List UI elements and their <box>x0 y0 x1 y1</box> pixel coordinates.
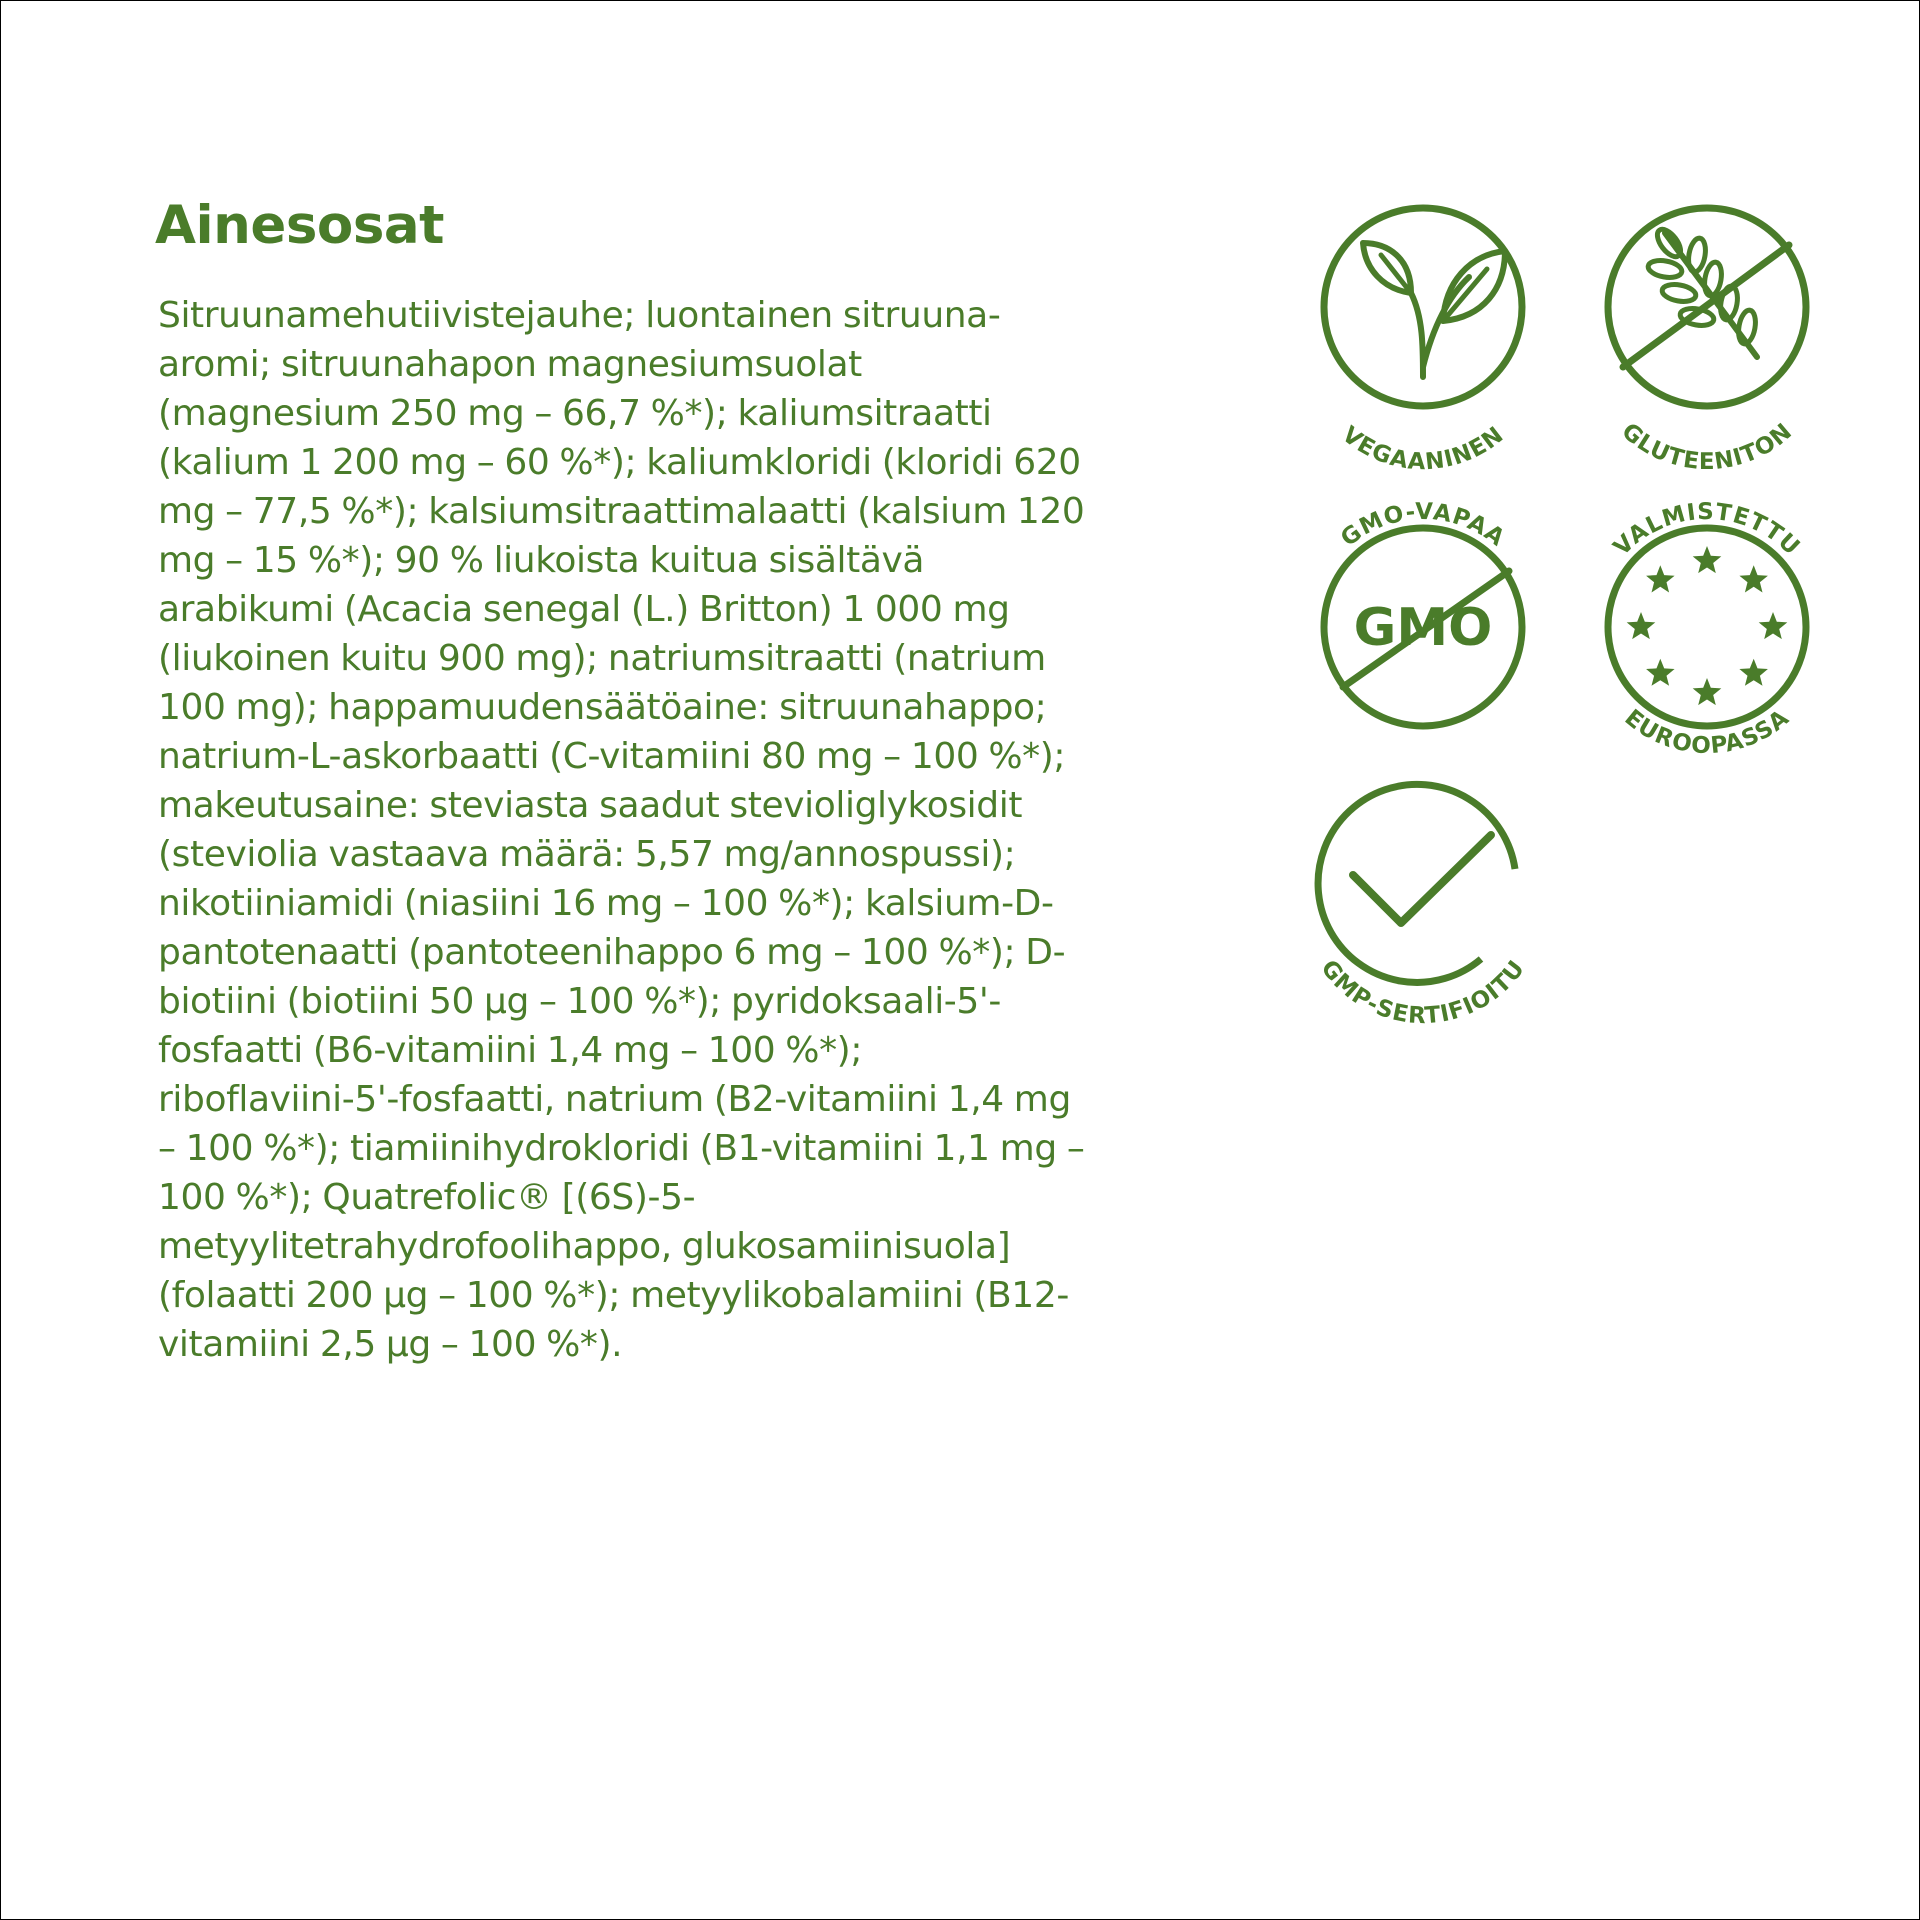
gmo-inner-text: GMO <box>1353 598 1493 658</box>
gmo-crossed-icon <box>1273 481 1573 781</box>
star-icon <box>1693 678 1722 705</box>
ingredients-line: 100 mg); happamuudensäätöaine: sitruunahappo; <box>158 687 1047 728</box>
gluten-free-label: GLUTEENITON <box>1616 418 1798 476</box>
ingredients-line: aromi; sitruunahapon magnesiumsuolat <box>158 344 862 385</box>
ingredients-line: metyylitetrahydrofoolihappo, glukosamiinisuola] <box>158 1226 1011 1267</box>
star-icon <box>1646 565 1675 592</box>
ingredients-line: (liukoinen kuitu 900 mg); natriumsitraatti (natrium <box>158 638 1046 679</box>
vegan-label: VEGAANINEN <box>1336 421 1510 476</box>
ingredients-line: (steviolia vastaava määrä: 5,57 mg/annospussi); <box>158 834 1016 875</box>
gluten-free-badge <box>1557 197 1857 497</box>
ingredients-line: Sitruunamehutiivistejauhe; luontainen sitruuna- <box>158 295 1001 336</box>
star-icon <box>1759 612 1788 639</box>
made-in-europe-label-top: VALMISTETTU <box>1608 498 1806 561</box>
ingredients-line: 100 %*); Quatrefolic® [(6S)-5- <box>158 1177 696 1218</box>
wheat-crossed-icon <box>1557 197 1857 497</box>
gmo-free-label: GMO-VAPAA <box>1336 498 1510 552</box>
star-icon <box>1693 546 1722 573</box>
made-in-europe-label-bottom: EUROOPASSA <box>1619 704 1795 760</box>
star-icon <box>1739 659 1768 686</box>
star-icon <box>1627 612 1656 639</box>
ingredients-line: mg – 77,5 %*); kalsiumsitraattimalaatti (kalsium 120 <box>158 491 1085 532</box>
made-in-europe-badge <box>1557 481 1857 781</box>
ingredients-line: (kalium 1 200 mg – 60 %*); kaliumkloridi (kloridi 620 <box>158 442 1081 483</box>
ingredients-line: vitamiini 2,5 µg – 100 %*). <box>158 1324 623 1365</box>
ingredients-line: nikotiiniamidi (niasiini 16 mg – 100 %*); kalsium-D- <box>158 883 1054 924</box>
ingredients-line: mg – 15 %*); 90 % liukoista kuitua sisältävä <box>158 540 925 581</box>
ingredients-line: (folaatti 200 µg – 100 %*); metyylikobalamiini (B12- <box>158 1275 1069 1316</box>
leaf-icon <box>1273 197 1573 497</box>
ingredients-line: riboflaviini-5'-fosfaatti, natrium (B2-vitamiini 1,4 mg <box>158 1079 1071 1120</box>
ingredients-line: – 100 %*); tiamiinihydrokloridi (B1-vitamiini 1,1 mg – <box>158 1128 1085 1169</box>
ingredients-line: (magnesium 250 mg – 66,7 %*); kaliumsitraatti <box>158 393 992 434</box>
gmp-badge <box>1273 791 1573 1091</box>
ingredients-line: natrium-L-askorbaatti (C-vitamiini 80 mg – 100 %*); <box>158 736 1066 777</box>
ingredients-title: Ainesosat <box>155 195 444 256</box>
gmo-free-badge <box>1273 481 1573 781</box>
gmp-label: GMP-SERTIFIOITU <box>1315 955 1531 1030</box>
ingredients-line: makeutusaine: steviasta saadut stevioliglykosidit <box>158 785 1023 826</box>
ingredients-line: arabikumi (Acacia senegal (L.) Britton) 1 000 mg <box>158 589 1010 630</box>
ingredients-line: biotiini (biotiini 50 µg – 100 %*); pyridoksaali-5'- <box>158 981 1001 1022</box>
star-icon <box>1739 565 1768 592</box>
checkmark-icon <box>1273 791 1573 1091</box>
eu-stars-icon <box>1557 481 1857 781</box>
ingredients-text <box>158 291 1198 1369</box>
star-icon <box>1646 659 1675 686</box>
ingredients-line: fosfaatti (B6-vitamiini 1,4 mg – 100 %*); <box>158 1030 863 1071</box>
ingredients-line: pantotenaatti (pantoteenihappo 6 mg – 100 %*); D- <box>158 932 1066 973</box>
vegan-badge <box>1273 197 1573 497</box>
